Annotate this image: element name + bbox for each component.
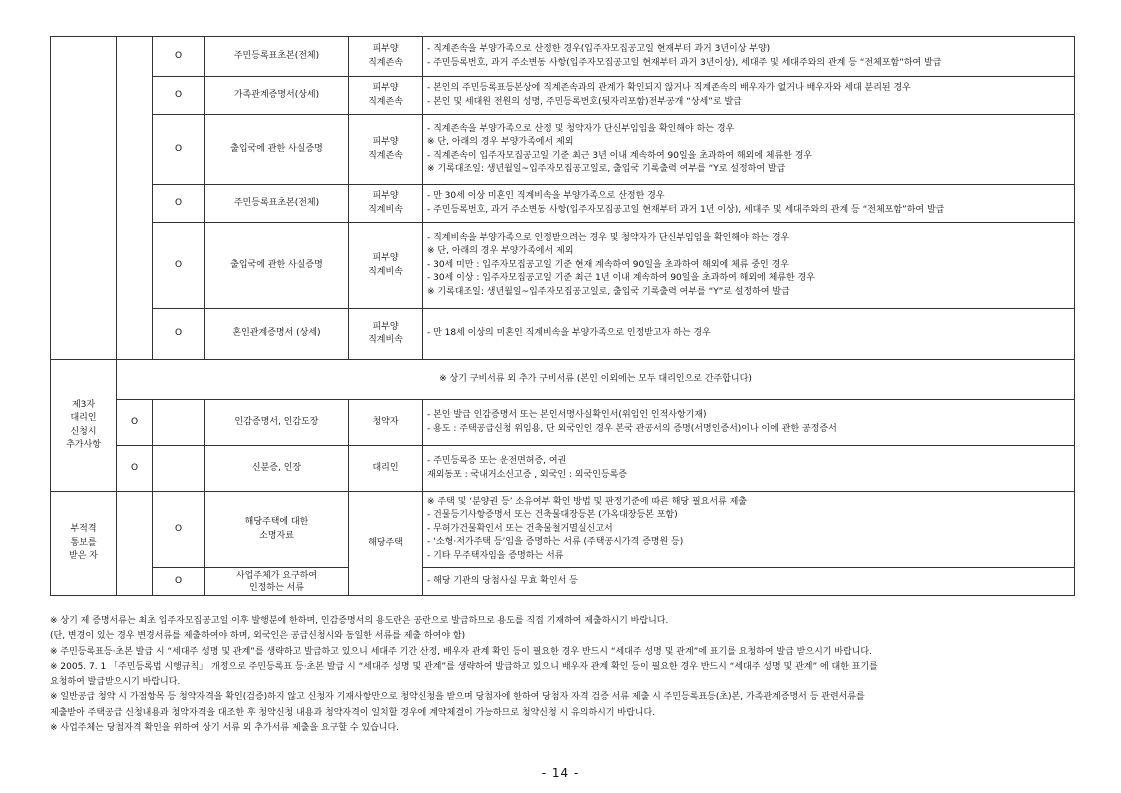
description-cell: - 해당 기관의 당첨사실 무효 확인서 등 bbox=[423, 568, 1075, 596]
category-cell-empty bbox=[51, 37, 117, 360]
third-party-label: 제3자 대리인 신청시 추가사항 bbox=[51, 360, 117, 492]
table-row bbox=[51, 223, 1075, 309]
document-name: 혼인관계증명서 (상세) bbox=[205, 309, 349, 360]
document-name: 출입국에 관한 사실증명 bbox=[205, 223, 349, 309]
footnote: ※ 사업주체는 당첨자격 확인을 위하여 상기 서류 외 추가서류 제출을 요구할 수 있습니다. bbox=[50, 723, 400, 734]
target-cell: 피부양 직계존속 bbox=[349, 77, 423, 115]
footnote: ※ 주민등록표등·초본 발급 시 “세대주 성명 및 관계”를 생략하고 발급하고 있으니 세대주 기간 산정, 배우자 관계 확인 등이 필요한 경우 반드시 “세대주 성명 및 관계”에 표기를 요청하여 발급 받으시기 바랍니다. bbox=[50, 646, 872, 657]
table-row bbox=[51, 400, 1075, 446]
description-cell: - 직계존속을 부양가족으로 산정한 경우(입주자모집공고일 현재부터 과거 3년이상 부양) - 주민등록번호, 과거 주소변동 사항(입주자모집공고일 현재부터 과거 3년이상), 세대주 및 세대주와의 관계 등 “전체포함”하여 발급 bbox=[423, 37, 1075, 77]
check-mark: O bbox=[153, 223, 205, 309]
table-row bbox=[51, 568, 1075, 596]
document-name: 가족관계증명서(상세) bbox=[205, 77, 349, 115]
description-cell: - 만 18세 이상의 미혼인 직계비속을 부양가족으로 인정받고자 하는 경우 bbox=[423, 309, 1075, 360]
mark-cell-empty bbox=[153, 400, 205, 446]
check-mark: O bbox=[153, 77, 205, 115]
description-cell: - 주민등록증 또는 운전면허증, 여권 재외동포 : 국내거소신고증 , 외국인 : 외국인등록증 bbox=[423, 446, 1075, 492]
page-number: - 14 - bbox=[541, 766, 580, 780]
target-cell: 대리인 bbox=[349, 446, 423, 492]
check-mark: O bbox=[153, 185, 205, 223]
footnote: ※ 일반공급 청약 시 가점항목 등 청약자격을 확인(검증)하지 않고 신청자 기재사항만으로 청약신청을 받으며 당첨자에 한하여 당첨자 자격 검증 서류 제출 시 주민등록표등(초)본, 가족관계증명서 등 관련서류를 bbox=[50, 692, 865, 703]
target-cell: 피부양 직계존속 bbox=[349, 115, 423, 185]
table-row bbox=[51, 309, 1075, 360]
table-row bbox=[51, 115, 1075, 185]
footnote: 제출받아 주택공급 신청내용과 청약자격을 대조한 후 청약신청 내용과 청약자격이 일치할 경우에 계약체결이 가능하므로 청약신청 시 유의하시기 바랍니다. bbox=[50, 707, 656, 718]
table-row bbox=[51, 446, 1075, 492]
document-name: 주민등록표초본(전체) bbox=[205, 185, 349, 223]
description-cell: - 만 30세 이상 미혼인 직계비속을 부양가족으로 산정한 경우 - 주민등록번호, 과거 주소변동 사항(입주자모집공고일 현재부터 과거 1년 이상), 세대주 및 세대주와의 관계 등 “전체포함”하여 발급 bbox=[423, 185, 1075, 223]
footnote: ※ 상기 제 증명서류는 최초 입주자모집공고일 이후 발행분에 한하며, 인감증명서의 용도란은 공란으로 발급하므로 용도를 직접 기재하여 제출하시기 바랍니다. bbox=[50, 616, 669, 626]
document-name: 출입국에 관한 사실증명 bbox=[205, 115, 349, 185]
table-row bbox=[51, 185, 1075, 223]
description-cell: - 본인의 주민등록표등본상에 직계존속과의 관계가 확인되지 않거나 직계존속의 배우자가 없거나 배우자와 세대 분리된 경우 - 본인 및 세대원 전원의 성명, 주민등록번호(뒷자리포함)전부공개 “상세”로 발급 bbox=[423, 77, 1075, 115]
third-party-header: ※ 상기 구비서류 외 추가 구비서류 (본인 이외에는 모두 대리인으로 간주합니다) bbox=[117, 360, 1075, 400]
check-mark: O bbox=[153, 37, 205, 77]
check-mark: O bbox=[117, 400, 153, 446]
check-mark: O bbox=[153, 309, 205, 360]
footnote: ※ 2005. 7. 1 「주민등록법 시행규칙」 개정으로 주민등록표 등·초본 발급 시 “세대주 성명 및 관계”를 생략하여 발급하고 있으니 배우자 관계 확인 등이 필요한 경우 반드시 “세대주 성명 및 관계” 에 대한 표기를 bbox=[50, 661, 878, 672]
footnotes bbox=[50, 614, 1080, 736]
target-cell: 피부양 직계존속 bbox=[349, 37, 423, 77]
ineligible-label: 부적격 통보를 받은 자 bbox=[51, 492, 117, 596]
target-cell: 해당주택 bbox=[349, 492, 423, 596]
table-row bbox=[51, 360, 1075, 400]
document-name: 신분증, 인장 bbox=[205, 446, 349, 492]
check-mark: O bbox=[153, 568, 205, 596]
table-row bbox=[51, 492, 1075, 568]
check-mark: O bbox=[153, 492, 205, 568]
required-documents-table bbox=[50, 36, 1075, 596]
document-name: 인감증명서, 인감도장 bbox=[205, 400, 349, 446]
check-cell-empty bbox=[117, 492, 153, 596]
footnote: 요청하여 발급받으시기 바랍니다. bbox=[50, 677, 181, 688]
description-cell: - 본인 발급 인감증명서 또는 본인서명사실확인서(위임인 인적사항기재) - 용도 : 주택공급신청 위임용, 단 외국인인 경우 본국 관공서의 증명(서명인증서)이나 이에 관한 공정증서 bbox=[423, 400, 1075, 446]
document-name: 사업주체가 요구하여 인정하는 서류 bbox=[205, 568, 349, 596]
target-cell: 피부양 직계비속 bbox=[349, 223, 423, 309]
description-cell: - 직계비속을 부양가족으로 인정받으려는 경우 및 청약자가 단신부임임을 확인해야 하는 경우 ※ 단, 아래의 경우 부양가족에서 제외 - 30세 미만 : 입주자모집공고일 기준 현재 계속하여 90일을 초과하여 해외에 체류 중인 경우 - 30세 이상 : 입주자모집공고일 기준 최근 1년 이내 계속하여 90일을 초과하여 해외에 체류한 경우 ※ 기록대조일: 생년월일~입주자모집공고일로, 출입국 기록출력 여부를 “Y”로 설정하여 발급 bbox=[423, 223, 1075, 309]
table-row bbox=[51, 37, 1075, 77]
mark-cell-empty bbox=[153, 446, 205, 492]
document-name: 해당주택에 대한 소명자료 bbox=[205, 492, 349, 568]
target-cell: 피부양 직계비속 bbox=[349, 185, 423, 223]
target-cell: 청약자 bbox=[349, 400, 423, 446]
check-cell-empty bbox=[117, 37, 153, 360]
target-cell: 피부양 직계비속 bbox=[349, 309, 423, 360]
footnote: (단, 변경이 있는 경우 변경서류를 제출하여야 하며, 외국인은 공급신청시와 동일한 서류를 제출 하여야 함) bbox=[50, 631, 466, 642]
description-cell: ※ 주택 및 ‘분양권 등’ 소유여부 확인 방법 및 판정기준에 따른 해당 필요서류 제출 - 건물등기사항증명서 또는 건축물대장등본 (가옥대장등본 포함) - 무허가건물확인서 또는 건축물철거멸실신고서 - ‘소형·저가주택 등’임을 증명하는 서류 (주택공시가격 증명원 등) - 기타 무주택자임을 증명하는 서류 bbox=[423, 492, 1075, 568]
document-name: 주민등록표초본(전체) bbox=[205, 37, 349, 77]
check-mark: O bbox=[117, 446, 153, 492]
check-mark: O bbox=[153, 115, 205, 185]
description-cell: - 직계존속을 부양가족으로 산정 및 청약자가 단신부임임을 확인해야 하는 경우 ※ 단, 아래의 경우 부양가족에서 제외 - 직계존속이 입주자모집공고일 기준 최근 3년 이내 계속하여 90일을 초과하여 해외에 체류한 경우 ※ 기록대조일: 생년월일~입주자모집공고일로, 출입국 기록출력 여부를 “Y로 설정하여 발급 bbox=[423, 115, 1075, 185]
table-row bbox=[51, 77, 1075, 115]
